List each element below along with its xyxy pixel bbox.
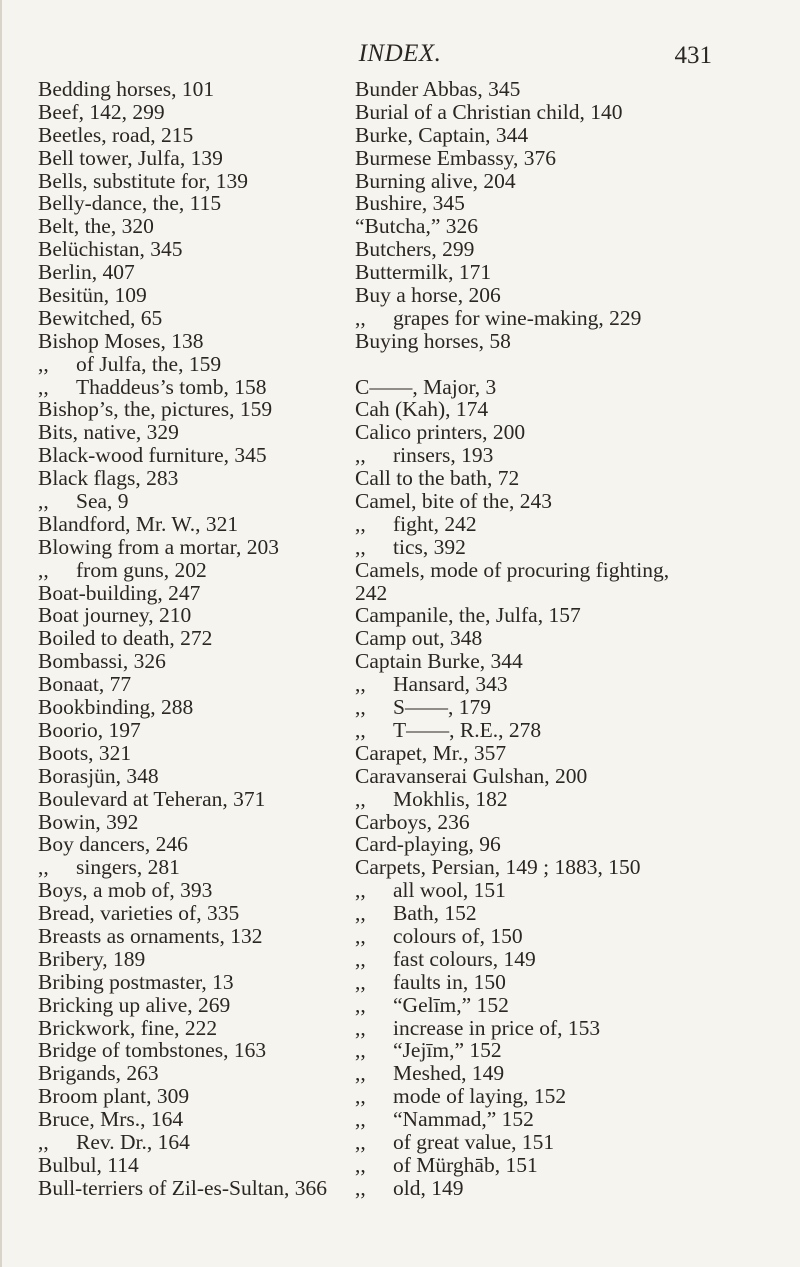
index-entry [38, 78, 388, 101]
entry-text: Boat journey, 210 [38, 603, 192, 628]
index-entry [355, 78, 775, 101]
index-entry [355, 421, 775, 444]
index-entry [38, 627, 388, 650]
ditto-mark: ,, [355, 1129, 366, 1154]
entry-text: singers, 281 [76, 855, 180, 880]
index-entry [355, 604, 775, 627]
entry-text: tics, 392 [393, 534, 466, 559]
entry-text: Bombassi, 326 [38, 649, 166, 674]
entry-text: Breasts as ornaments, 132 [38, 923, 263, 948]
entry-text: S——, 179 [393, 695, 491, 720]
index-entry [38, 1085, 388, 1108]
ditto-mark: ,, [38, 489, 49, 514]
index-entry [355, 559, 775, 582]
index-entry [355, 147, 775, 170]
entry-text: Caravanserai Gulshan, 200 [355, 763, 588, 788]
entry-text: Buttermilk, 171 [355, 260, 492, 285]
index-entry [355, 765, 775, 788]
entry-text: Bowin, 392 [38, 809, 139, 834]
index-entry [38, 559, 388, 582]
index-entry [38, 742, 388, 765]
ditto-mark: ,, [355, 923, 366, 948]
index-entry [355, 856, 775, 879]
entry-text: from guns, 202 [76, 557, 207, 582]
entry-text: faults in, 150 [393, 969, 506, 994]
ditto-mark: ,, [355, 786, 366, 811]
index-entry [355, 994, 775, 1017]
entry-text: Mokhlis, 182 [393, 786, 508, 811]
index-entry [355, 902, 775, 925]
entry-text: Bribery, 189 [38, 946, 146, 971]
index-entry [38, 902, 388, 925]
entry-text: Bunder Abbas, 345 [355, 77, 521, 101]
ditto-mark: ,, [355, 717, 366, 742]
index-entry [38, 1131, 388, 1154]
entry-text: Bridge of tombstones, 163 [38, 1038, 267, 1063]
entry-text: Bewitched, 65 [38, 305, 163, 330]
entry-text: Bread, varieties of, 335 [38, 901, 240, 926]
index-entry [38, 719, 388, 742]
index-entry [355, 1039, 775, 1062]
entry-text: Blowing from a mortar, 203 [38, 534, 279, 559]
index-entry [38, 490, 388, 513]
index-entry [38, 513, 388, 536]
entry-text: Meshed, 149 [393, 1061, 505, 1086]
entry-text: Brigands, 263 [38, 1061, 159, 1086]
index-entry [355, 811, 775, 834]
index-entry [355, 261, 775, 284]
entry-text: T——, R.E., 278 [393, 717, 542, 742]
index-entry [38, 811, 388, 834]
ditto-mark: ,, [355, 1061, 366, 1086]
index-entry [355, 833, 775, 856]
index-entry [355, 948, 775, 971]
index-entry [355, 376, 775, 399]
entry-text: Bruce, Mrs., 164 [38, 1107, 184, 1132]
entry-text: Camp out, 348 [355, 626, 483, 651]
entry-text: Bells, substitute for, 139 [38, 168, 248, 193]
entry-text: rinsers, 193 [393, 443, 494, 468]
index-entry [355, 170, 775, 193]
entry-text: of Mürghāb, 151 [393, 1152, 538, 1177]
entry-text: Bookbinding, 288 [38, 695, 194, 720]
index-entry [355, 1131, 775, 1154]
index-entry [355, 444, 775, 467]
index-entry [355, 330, 775, 353]
index-entry [355, 1085, 775, 1108]
index-entry [38, 1154, 388, 1177]
index-entry [355, 467, 775, 490]
index-entry [355, 742, 775, 765]
index-entry [38, 421, 388, 444]
index-entry [355, 879, 775, 902]
index-entry [38, 604, 388, 627]
entry-text: Blandford, Mr. W., 321 [38, 511, 239, 536]
entry-text: colours of, 150 [393, 923, 523, 948]
index-entry [355, 307, 775, 330]
entry-text: “Gelīm,” 152 [393, 992, 509, 1017]
index-entry [38, 467, 388, 490]
ditto-mark: ,, [38, 374, 49, 399]
entry-text: Bath, 152 [393, 901, 477, 926]
entry-text: Captain Burke, 344 [355, 649, 523, 674]
index-entry [355, 1062, 775, 1085]
index-entry [355, 513, 775, 536]
entry-text: Camel, bite of the, 243 [355, 489, 553, 514]
entry-text: all wool, 151 [393, 878, 506, 903]
entry-text: Burke, Captain, 344 [355, 122, 529, 147]
index-entry [355, 582, 775, 605]
entry-text: Belt, the, 320 [38, 214, 154, 239]
section-gap [355, 353, 775, 376]
entry-text: Besitün, 109 [38, 283, 147, 308]
index-entry [355, 284, 775, 307]
index-entry [355, 925, 775, 948]
entry-text: old, 149 [393, 1175, 464, 1200]
index-entry [38, 398, 388, 421]
entry-text: Belly-dance, the, 115 [38, 191, 222, 216]
index-entry [355, 650, 775, 673]
ditto-mark: ,, [355, 695, 366, 720]
entry-text: Black-wood furniture, 345 [38, 443, 267, 468]
index-entry [38, 1039, 388, 1062]
entry-text: mode of laying, 152 [393, 1084, 567, 1109]
index-entry [38, 444, 388, 467]
entry-text: Bonaat, 77 [38, 672, 132, 697]
index-entry [38, 971, 388, 994]
entry-text: Broom plant, 309 [38, 1084, 190, 1109]
index-entry [38, 1062, 388, 1085]
index-column-left [38, 78, 388, 1200]
ditto-mark: ,, [38, 855, 49, 880]
entry-text: Buy a horse, 206 [355, 283, 501, 308]
page-header [0, 40, 800, 74]
entry-text: Belüchistan, 345 [38, 237, 183, 262]
ditto-mark: ,, [355, 511, 366, 536]
index-entry [38, 101, 388, 124]
entry-text: Buying horses, 58 [355, 328, 511, 353]
entry-text: Burning alive, 204 [355, 168, 516, 193]
index-entry [355, 192, 775, 215]
entry-text: “Butcha,” 326 [355, 214, 478, 239]
entry-text: Hansard, 343 [393, 672, 508, 697]
ditto-mark: ,, [355, 672, 366, 697]
entry-text: Bulbul, 114 [38, 1152, 139, 1177]
entry-text: increase in price of, 153 [393, 1015, 601, 1040]
index-entry [38, 307, 388, 330]
index-entry [355, 1177, 775, 1200]
index-entry [38, 238, 388, 261]
entry-text: Carapet, Mr., 357 [355, 740, 507, 765]
entry-text: fight, 242 [393, 511, 477, 536]
entry-text: fast colours, 149 [393, 946, 536, 971]
index-entry [38, 1177, 388, 1200]
entry-text: Borasjün, 348 [38, 763, 159, 788]
entry-text: Bushire, 345 [355, 191, 465, 216]
entry-text: Boys, a mob of, 393 [38, 878, 213, 903]
entry-text: Boulevard at Teheran, 371 [38, 786, 266, 811]
index-entry [355, 1108, 775, 1131]
index-entry [38, 948, 388, 971]
entry-text: Calico printers, 200 [355, 420, 526, 445]
entry-text: Bedding horses, 101 [38, 77, 215, 101]
entry-text: Berlin, 407 [38, 260, 135, 285]
entry-text: Carpets, Persian, 149 ; 1883, 150 [355, 855, 641, 880]
index-entry [38, 376, 388, 399]
entry-text: Black flags, 283 [38, 466, 179, 491]
ditto-mark: ,, [38, 557, 49, 582]
ditto-mark: ,, [355, 1015, 366, 1040]
ditto-mark: ,, [38, 351, 49, 376]
entry-text: Cah (Kah), 174 [355, 397, 489, 422]
index-entry [355, 215, 775, 238]
entry-text: Brickwork, fine, 222 [38, 1015, 218, 1040]
entry-text: Butchers, 299 [355, 237, 475, 262]
index-entry [38, 833, 388, 856]
entry-text: Burial of a Christian child, 140 [355, 99, 623, 124]
entry-text: Bell tower, Julfa, 139 [38, 145, 223, 170]
ditto-mark: ,, [355, 534, 366, 559]
entry-text: “Jejīm,” 152 [393, 1038, 502, 1063]
index-entry [38, 1017, 388, 1040]
entry-text: Carboys, 236 [355, 809, 470, 834]
index-entry [38, 925, 388, 948]
index-entry [355, 536, 775, 559]
entry-text: Burmese Embassy, 376 [355, 145, 557, 170]
index-entry [355, 238, 775, 261]
entry-text: C——, Major, 3 [355, 374, 497, 399]
entry-text: Boots, 321 [38, 740, 132, 765]
index-entry [38, 536, 388, 559]
index-entry [38, 582, 388, 605]
entry-text: Boorio, 197 [38, 717, 141, 742]
ditto-mark: ,, [355, 878, 366, 903]
ditto-mark: ,, [355, 901, 366, 926]
ditto-mark: ,, [355, 946, 366, 971]
index-entry [355, 971, 775, 994]
index-entry [38, 879, 388, 902]
entry-text: Rev. Dr., 164 [76, 1129, 190, 1154]
entry-text: “Nammad,” 152 [393, 1107, 534, 1132]
entry-text: grapes for wine-making, 229 [393, 305, 642, 330]
index-column-right [355, 78, 775, 1200]
ditto-mark: ,, [355, 1084, 366, 1109]
index-entry [355, 398, 775, 421]
index-entry [38, 192, 388, 215]
entry-text: Bishop’s, the, pictures, 159 [38, 397, 273, 422]
index-entry [355, 719, 775, 742]
ditto-mark: ,, [355, 1107, 366, 1132]
entry-text: Campanile, the, Julfa, 157 [355, 603, 581, 628]
entry-text: Boiled to death, 272 [38, 626, 213, 651]
index-entry [38, 147, 388, 170]
ditto-mark: ,, [38, 1129, 49, 1154]
ditto-mark: ,, [355, 969, 366, 994]
entry-text: Card-playing, 96 [355, 832, 501, 857]
index-entry [355, 124, 775, 147]
index-entry [355, 1017, 775, 1040]
index-entry [38, 788, 388, 811]
entry-text: of great value, 151 [393, 1129, 555, 1154]
index-entry [38, 261, 388, 284]
entry-text: of Julfa, the, 159 [76, 351, 222, 376]
entry-text: Thaddeus’s tomb, 158 [76, 374, 267, 399]
index-entry [355, 788, 775, 811]
index-entry [355, 627, 775, 650]
index-entry [38, 696, 388, 719]
entry-text: Beef, 142, 299 [38, 99, 165, 124]
ditto-mark: ,, [355, 305, 366, 330]
ditto-mark: ,, [355, 1038, 366, 1063]
entry-text: Bishop Moses, 138 [38, 328, 204, 353]
ditto-mark: ,, [355, 1175, 366, 1200]
index-entry [38, 1108, 388, 1131]
index-entry [38, 353, 388, 376]
index-entry [38, 284, 388, 307]
index-entry [38, 856, 388, 879]
index-entry [355, 490, 775, 513]
entry-text: Boy dancers, 246 [38, 832, 188, 857]
entry-text: 242 [355, 580, 388, 605]
index-entry [38, 215, 388, 238]
entry-text: Bribing postmaster, 13 [38, 969, 234, 994]
index-entry [38, 124, 388, 147]
index-entry [355, 101, 775, 124]
index-entry [38, 650, 388, 673]
index-entry [355, 1154, 775, 1177]
index-entry [38, 170, 388, 193]
index-entry [38, 994, 388, 1017]
entry-text: Bits, native, 329 [38, 420, 179, 445]
entry-text: Boat-building, 247 [38, 580, 201, 605]
page-title: INDEX. [358, 40, 442, 67]
entry-text: Camels, mode of procuring fighting, [355, 557, 670, 582]
entry-text: Bricking up alive, 269 [38, 992, 231, 1017]
index-entry [38, 330, 388, 353]
index-entry [355, 696, 775, 719]
ditto-mark: ,, [355, 443, 366, 468]
entry-text: Call to the bath, 72 [355, 466, 520, 491]
entry-text: Sea, 9 [76, 489, 129, 514]
page-number: 431 [674, 42, 712, 69]
entry-text: Beetles, road, 215 [38, 122, 194, 147]
ditto-mark: ,, [355, 992, 366, 1017]
index-entry [355, 673, 775, 696]
ditto-mark: ,, [355, 1152, 366, 1177]
index-entry [38, 765, 388, 788]
page-edge [0, 0, 2, 1267]
index-entry [38, 673, 388, 696]
entry-text: Bull-terriers of Zil-es-Sultan, 366 [38, 1175, 327, 1200]
